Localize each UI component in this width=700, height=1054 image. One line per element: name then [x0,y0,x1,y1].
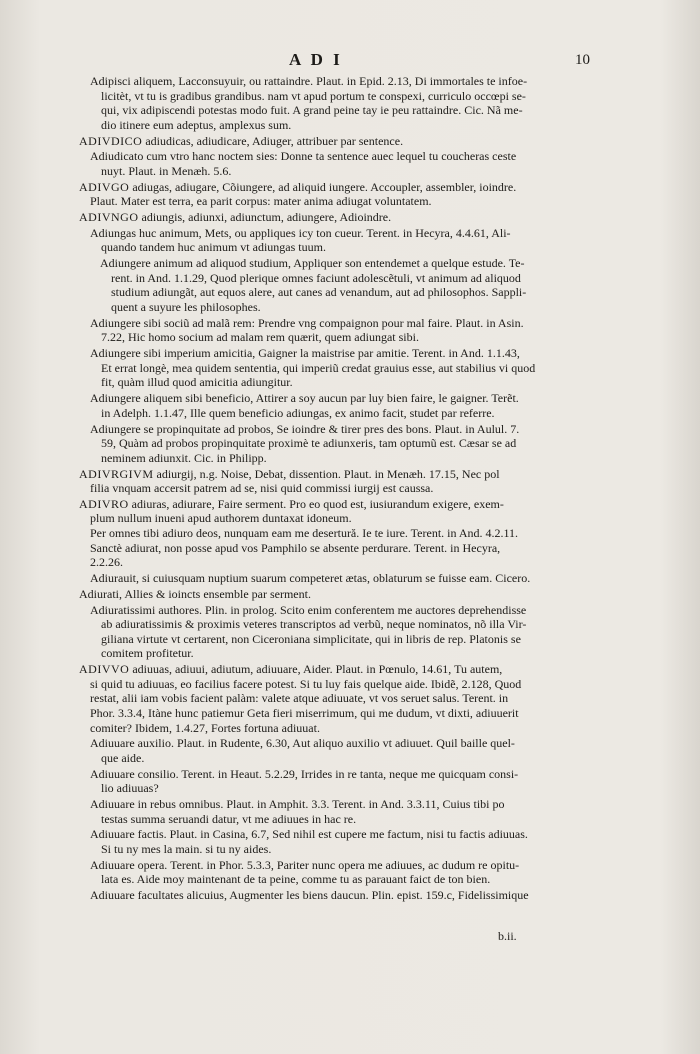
text-line: plum nullum inueni apud authorem duntaxat idoneum. [90,511,352,526]
text-line: si quid tu adiuuas, eo facilius facere potest. Si tu luy fais quelque aide. Ibidẽ, 2.128, Quod [90,676,522,691]
text-line: dio itinere eum adeptus, amplexus sum. [101,117,292,132]
dictionary-entry-adiurati [79,587,609,602]
headword: ADIVDICO [79,133,143,148]
sub-entry-adiungere-imperium [79,346,609,390]
headword: ADIVRGIVM [79,466,154,481]
sub-entry-adiurauit [79,571,609,586]
text-line: testas summa seruandi datur, vt me adiuues in hac re. [101,811,357,826]
dictionary-entry-adiurgium [79,467,609,496]
page-header [0,50,700,74]
definition-text: adiuuas, adiuui, adiutum, adiuuare, Aider. Plaut. in Pœnulo, 14.61, Tu autem, [129,662,503,677]
sub-entry-adiuuare-rebus [79,797,609,826]
text-line [79,180,609,195]
text-line: giliana virtute vt certarent, non Ciceroniana simplicitate, qui in libris de rep. Platonis se [101,631,521,646]
text-line: Si tu ny mes la main. si tu ny aides. [101,842,272,857]
headword: ADIVGO [79,179,130,194]
sub-entry-adiuratissimi [79,603,609,661]
definition-text: adiudicas, adiudicare, Adiuger, attribuer par sentence. [142,133,404,148]
text-line: Adiurauit, si cuiusquam nuptium suarum competeret ætas, oblaturum se fuisse eam. Cicero. [90,571,531,586]
text-line: Phor. 3.3.4, Itàne hunc patiemur Geta fieri miserrimum, qui me dudum, vt dixti, adiuuerit [90,705,519,720]
sub-entry-adipisci [79,74,609,132]
dictionary-entry-adiugo [79,180,609,209]
text-line: Plaut. Mater est terra, ea parit corpus: mater anima adiugat voluntatem. [90,194,432,209]
sub-entry-adiudicato [79,149,609,178]
text-line: licitèt, vt tu is gradibus grandibus. nam vt apud portum te conspexi, curriculo occœpi se- [101,88,526,103]
text-line [79,210,609,225]
text-line: lata es. Aide moy maintenant de ta peine, comme tu as parauant faict de ton bien. [101,872,491,887]
dictionary-entry-adiuuo [79,662,609,735]
text-line: nuyt. Plaut. in Menæh. 5.6. [101,163,232,178]
sub-entry-adiuuare-auxilio [79,736,609,765]
text-line: Per omnes tibi adiuro deos, nunquam eam me desertură. Ie te iure. Terent. in And. 4.2.11. [90,526,519,541]
text-line [79,662,609,677]
text-line: Adiudicato cum vtro hanc noctem sies: Donne ta sentence auec lequel tu coucheras ceste [90,149,517,164]
text-line: Adiuuare consilio. Terent. in Heaut. 5.2.29, Irrides in re tanta, neque me quicquam consi- [90,766,519,781]
text-line: Adiungere se propinquitate ad probos, Se ioindre & tirer pres des bons. Plaut. in Aulul. 7. [90,421,520,436]
sub-entry-adiuuare-consilio [79,767,609,796]
text-line: Adiuuare opera. Terent. in Phor. 5.3.3, Pariter nunc opera me adiuues, ac dudum re opitu- [90,857,520,872]
text-line: Sanctè adiurat, non posse apud vos Pamphilo se absente perdurare. Terent. in Hecyra, [90,540,501,555]
text-line: studium adiungãt, aut equos alere, aut canes ad venandum, aut ad philosophos. Sappli- [111,285,527,300]
dictionary-text [79,74,609,904]
text-line: restat, alii iam vobis facient palàm: valete atque adiuuate, vt vos seruet salus. Terent. in [90,691,509,706]
text-line: fit, quàm illud quod amicitia adiungitur. [101,375,293,390]
text-line: Adiuuare factis. Plaut. in Casina, 6.7, Sed nihil est cupere me factum, nisi tu factis adiuuas. [90,827,528,842]
text-line: Adiungas huc animum, Mets, ou appliques icy ton cueur. Terent. in Hecyra, 4.4.61, Ali- [90,225,511,240]
headword: ADIVNGO [79,210,139,225]
dictionary-entry-adiuro [79,497,609,570]
text-line: quando tandem huc animum vt adiungas tuum. [101,240,326,255]
text-line: Adiuuare in rebus omnibus. Plaut. in Amphit. 3.3. Terent. in And. 3.3.11, Cuius tibi po [90,797,505,812]
running-head: A D I [289,50,343,69]
text-line: quent a suyure les philosophes. [111,300,261,315]
sub-entry-adiungere-beneficio [79,391,609,420]
text-line: Adiuuare auxilio. Plaut. in Rudente, 6.30, Aut aliquo auxilio vt adiuuet. Quil baille quel- [90,736,515,751]
signature-mark: b.ii. [498,929,517,943]
text-line: Adiuuare facultates alicuius, Augmenter les biens daucun. Plin. epist. 159.c, Fidelissimique [90,888,529,903]
definition-text: adiuras, adiurare, Faire serment. Pro eo quod est, iusiurandum exigere, exem- [128,496,504,511]
dictionary-entry-adiudico [79,134,609,149]
text-line: Adiuratissimi authores. Plin. in prolog. Scito enim conferentem me auctores deprehendisse [90,602,527,617]
text-line: ab adiuratissimis & proximis veteres transcriptos ad verbũ, neque nominatos, nõ illa Vir- [101,617,527,632]
sub-entry-adiuuare-factis [79,827,609,856]
sub-entry-adiungere-animum [79,256,609,314]
text-line: Adiungere sibi imperium amicitia, Gaigner la maistrise par amitie. Terent. in And. 1.1.43, [90,346,520,361]
text-line: Adipisci aliquem, Lacconsuyuir, ou rattaindre. Plaut. in Epid. 2.13, Di immortales te infoe- [90,74,528,88]
text-line: que aide. [101,750,145,765]
text-line: comitem profitetur. [101,646,194,661]
definition-text: adiungis, adiunxi, adiunctum, adiungere, Adioindre. [138,210,392,225]
sub-entry-adiungere-socium [79,316,609,345]
definition-text: adiugas, adiugare, Cõiungere, ad aliquid iungere. Accoupler, assembler, ioindre. [129,179,517,194]
text-line: lio adiuuas? [101,781,159,796]
text-line: in Adelph. 1.1.47, Ille quem beneficio adiungas, ex animo facit, studet par referre. [101,405,495,420]
page-number: 10 [575,52,590,68]
text-line: Adiungere aliquem sibi beneficio, Attirer a soy aucun par luy bien faire, le gaigner. Terẽt. [90,391,519,406]
text-line: Adiurati, Allies & ioincts ensemble par serment. [79,586,311,601]
text-line [79,467,609,482]
text-line: comiter? Ibidem, 1.4.27, Fortes fortuna adiuuat. [90,720,320,735]
text-line: Adiungere sibi sociũ ad malã rem: Prendre vng compaignon pour mal faire. Plaut. in Asin. [90,315,524,330]
text-line [79,497,609,512]
text-line: rent. in And. 1.1.29, Quod plerique omnes faciunt adolescẽtuli, vt animum ad aliquod [111,270,521,285]
text-line: 7.22, Hic homo socium ad malam rem quærit, quem adiungat sibi. [101,330,419,345]
headword: ADIVRO [79,496,129,511]
text-line: neminem adiunxit. Cic. in Philipp. [101,450,267,465]
text-line: qui, vix adipiscendi potestas modo fuit. A grand peine tay ie peu rattaindre. Cic. Nã me- [101,103,523,118]
text-line: Et errat longè, mea quidem sententia, qui imperiũ credat grauius esse, aut stabilius vi quod [101,360,536,375]
text-line [79,134,609,149]
dictionary-entry-adiungo [79,210,609,225]
sub-entry-adiuuare-facultates [79,888,609,903]
sub-entry-adiuuare-opera [79,858,609,887]
text-line: filia vnquam accersit patrem ad se, nisi quid commissi iurgij est caussa. [90,481,434,496]
sub-entry-adiungere-propinquitate [79,422,609,466]
text-line: 59, Quàm ad probos propinquitate proximè te adiunxeris, tam optumũ est. Cæsar se ad [101,436,517,451]
text-line: 2.2.26. [90,555,123,570]
text-line: Adiungere animum ad aliquod studium, Appliquer son entendemet a quelque estude. Te- [100,256,525,271]
sub-entry-adiungas [79,226,609,255]
definition-text: adiurgij, n.g. Noise, Debat, dissention. Plaut. in Menæh. 17.15, Nec pol [153,466,500,481]
headword: ADIVVO [79,662,130,677]
